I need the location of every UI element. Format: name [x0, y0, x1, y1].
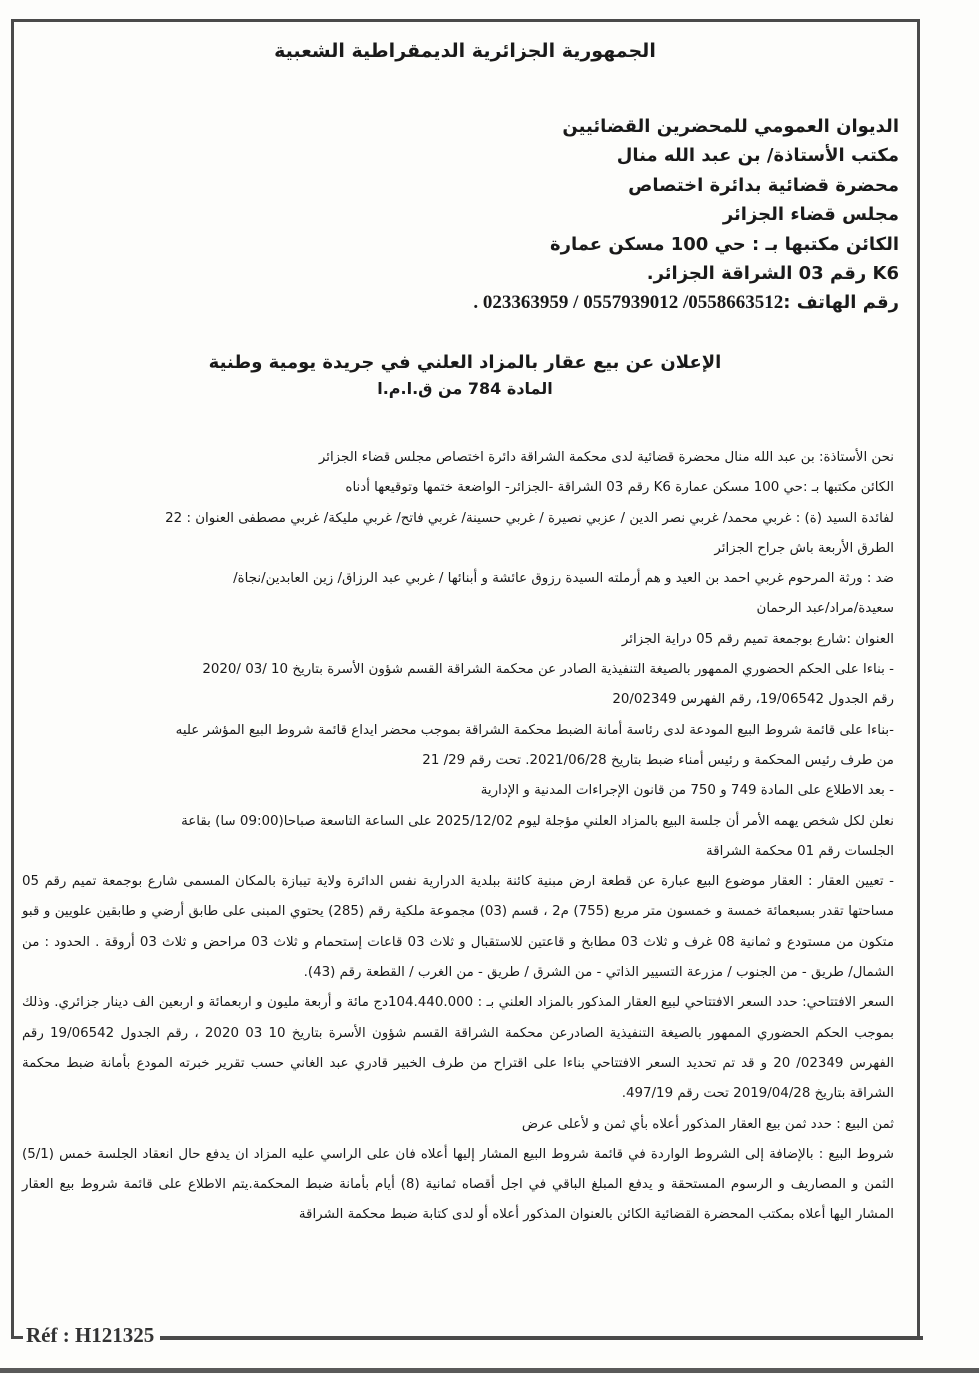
beneficiary-line: لفائدة السيد (ة) : غربي محمد/ غربي نصر الدين / عزبي نصيرة / غربي حسينة/ غربي فاتح/ غربي مليكة/ غربي مصطفى العنوان : 22: [165, 510, 894, 526]
office-line-bailiff: مكتب الأستاذة/ بن عبد الله منال: [616, 145, 899, 167]
against-line-2: سعيدة/مراد/عبد الرحمان: [756, 601, 894, 617]
sale-terms: شروط البيع : بالإضافة إلى الشروط الواردة في قائمة شروط البيع المشار إليها أعلاه فان على الراسي عليه المزاد ان يدفع حال انعقاد الجلسة خمس (5/1) الثمن و المصاريف و الرسوم المستحقة و يدفع المبلغ الباقي في اجل أقصاه ثمانية (8) أيام بأمانة ضبط المحكمة.يتم الاطلاع على قائمة شروط بيع العقار المشار اليها أعلاه بمكتب المحضرة القضائية الكائن بالعنوان المذكور أعلاه أو لدى كتابة ضبط محكمة الشراقة: [22, 1146, 894, 1223]
sale-price: ثمن البيع : حدد ثمن بيع العقار المذكور أعلاه بأي ثمن و لأعلى عرض: [521, 1116, 894, 1132]
notice-title-main: الإعلان عن بيع عقار بالمزاد العلني في جريدة يومية وطنية: [208, 352, 722, 373]
reference-number: Réf : H121325: [26, 1323, 155, 1347]
intro-line-2: الكائن مكتبها بـ :حي 100 مسكن عمارة K6 رقم 03 الشراقة -الجزائر- الواضعة ختمها وتوقيعها أدناه: [345, 480, 894, 496]
office-line-jurisdiction: محضرة قضائية بدائرة اختصاص: [628, 174, 899, 196]
notice-title-article: المادة 784 من ق.ا.م.ا: [377, 379, 553, 398]
basis-judgment: - بناءا على الحكم الحضوري الممهور بالصيغة التنفيذية الصادر عن محكمة الشراقة القسم شؤون الأسرة بتاريخ 10 /03 /2020: [202, 662, 894, 678]
office-line-court: مجلس قضاء الجزائر: [722, 204, 899, 226]
office-line-address-2: K6 رقم 03 الشراقة الجزائر.: [646, 263, 899, 285]
auction-announcement-room: الجلسات رقم 01 محكمة الشراقة: [706, 843, 894, 859]
notice-title: [0, 350, 930, 402]
office-line-address: الكائن مكتبها بـ : حي 100 مسكن عمارة: [549, 233, 899, 255]
frame-border-bottom-left: [11, 1336, 23, 1339]
basis-judgment-ref: رقم الجدول 19/06542، رقم الفهرس 20/02349: [612, 692, 894, 708]
republic-heading: الجمهورية الجزائرية الديمقراطية الشعبية: [274, 40, 656, 62]
auction-announcement: نعلن لكل شخص يهمه الأمر أن جلسة البيع بالمزاد العلني مؤجلة ليوم 2025/12/02 على الساعة التاسعة صباحا(09:00 سا) بقاعة: [181, 813, 894, 829]
notice-body: [22, 443, 894, 1231]
phone-numbers: 0558663512/ 0557939012 / 023363959 .: [473, 292, 784, 314]
office-line-chamber: الديوان العمومي للمحضرين القضائيين: [562, 116, 899, 137]
page-bottom-rule: [0, 1368, 979, 1373]
property-description: - تعيين العقار : العقار موضوع البيع عبارة عن قطعة ارض مبنية كائنة ببلدية الدرارية نفس الدائرة ولاية تيبازة بالمكان المسمى شارع بوجمعة تميم رقم 05 مساحتها تقدر بسبعمائة خمسة و خمسون متر مربع (755) م2 ، قسم (03) مجموعة ملكية رقم (285) يحتوي المبنى على طابق أرضي و طابقين علويين و قبو متكون من مستودع و ثمانية 08 غرف و ثلاث 03 مطابخ و قاعتين للاستقبال و ثلاث 03 قاعات إستحمام و ثلاث 03 مراحض و ثلاث 03 أروقة . الحدود : من الشمال/ طريق - من الجنوب / مزرعة التسيير الذاتي - من الشرق / طريق - من الغرب / القطعة رقم (43).: [22, 874, 895, 981]
frame-border-bottom-right: [160, 1336, 923, 1340]
office-header: [473, 112, 899, 318]
beneficiary-address: الطرق الأربعة باش جراح الجزائر: [714, 540, 894, 556]
basis-conditions-ref: من طرف رئيس المحكمة و رئيس أمناء ضبط بتاريخ 2021/06/28. تحت رقم 29/ 21: [422, 752, 894, 768]
basis-conditions: -بناءا على قائمة شروط البيع المودعة لدى رئاسة أمانة الضبط محكمة الشراقة بموجب محضر ايداع قائمة شروط البيع المؤشر عليه: [175, 722, 894, 738]
intro-line-1: نحن الأستاذة: بن عبد الله منال محضرة قضائية لدى محكمة الشراقة دائرة اختصاص مجلس قضاء الجزائر: [318, 450, 894, 465]
office-phone: [473, 288, 899, 317]
opening-price: السعر الافتتاحي: حدد السعر الافتتاحي لبيع العقار المذكور بالمزاد العلني بـ : 104.440.000دج مائة و أربعة مليون و اربعمائة و اربعين الف دينار جزائري. وذلك بموجب الحكم الحضوري الممهور بالصيغة التنفيذية الصادرعن محكمة الشراقة القسم شؤون الأسرة بتاريخ 10 03 2020 ، رقم الجدول 19/06542 رقم الفهرس 02349/ 20 و قد تم تحديد السعر الافتتاحي بناءا على اقتراح من طرف الخبير قادري عبد الغاني حسب تقرير خبرته المودع بأمانة ضبط محكمة الشراقة بتاريخ 2019/04/28 تحت رقم 497/19.: [22, 995, 894, 1102]
phone-label: رقم الهاتف :: [783, 292, 899, 314]
against-address: العنوان :شارع بوجمعة تميم رقم 05 دراية الجزائر: [621, 631, 894, 647]
basis-law: - بعد الاطلاع على المادة 749 و 750 من قانون الإجراءات المدنية و الإدارية: [480, 783, 894, 799]
against-line: ضد : ورثة المرحوم غربي احمد بن العيد و هم أرملته السيدة رزوق عائشة و أبنائها / غربي عبد الرزاق/ زين العابدين/نجاة/: [233, 571, 894, 587]
